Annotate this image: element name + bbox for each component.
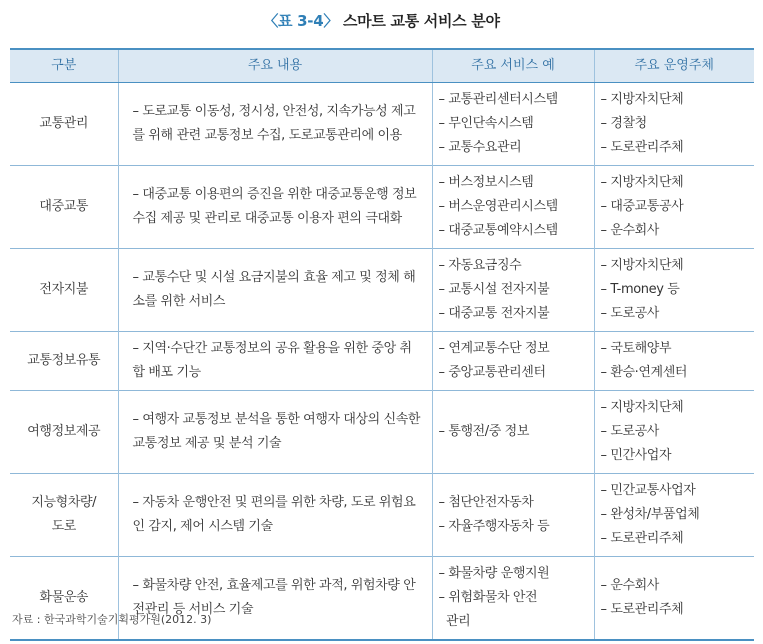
row-operators [594, 249, 754, 332]
service-item: – 교통수요관리 [438, 140, 522, 155]
smart-traffic-table [10, 48, 754, 641]
service-item: – 연계교통수단 정보 [438, 341, 550, 356]
row-content-text: – 대중교통 이용편의 증진을 위한 대중교통운행 정보 수집 제공 및 관리로 대중교통 이용자 편의 극대화 [132, 187, 417, 226]
header-category: 구분 [10, 49, 118, 83]
row-operators [594, 391, 754, 474]
operator-item: – 지방자치단체 [600, 92, 684, 107]
row-operators [594, 166, 754, 249]
services-list [439, 337, 588, 385]
services-list [439, 171, 588, 243]
row-category: 전자지불 [10, 249, 118, 332]
operator-item: – 대중교통공사 [600, 199, 684, 214]
row-content-text: – 도로교통 이동성, 정시성, 안전성, 지속가능성 제고를 위해 관련 교통정보 수집, 도로교통관리에 이용 [132, 104, 416, 143]
operators-list [601, 574, 749, 622]
operator-item: – 지방자치단체 [600, 400, 684, 415]
operators-list [601, 396, 749, 468]
header-row [10, 49, 754, 83]
row-services [432, 166, 594, 249]
row-category: 지능형차량/ 도로 [10, 474, 118, 557]
service-item: – 자동요금징수 [438, 258, 522, 273]
row-operators [594, 83, 754, 166]
service-item: – 첨단안전자동차 [438, 495, 534, 510]
table-row [10, 557, 754, 641]
operator-item: – 지방자치단체 [600, 258, 684, 273]
table-number: 〈표 3-4〉 [263, 12, 339, 30]
row-category: 교통관리 [10, 83, 118, 166]
header-content: 주요 내용 [118, 49, 432, 83]
row-operators [594, 332, 754, 391]
row-content [118, 474, 432, 557]
row-services [432, 474, 594, 557]
operator-item: – 도로공사 [600, 424, 659, 439]
operator-item: – 민간사업자 [600, 448, 672, 463]
service-item: – 대중교통 전자지불 [438, 306, 550, 321]
operators-list [601, 254, 749, 326]
row-content-text: – 교통수단 및 시설 요금지불의 효율 제고 및 정체 해소를 위한 서비스 [132, 270, 416, 309]
row-content [118, 391, 432, 474]
table-row [10, 474, 754, 557]
operators-list [601, 171, 749, 243]
row-content [118, 332, 432, 391]
service-item: – 교통관리센터시스템 [438, 92, 558, 107]
service-item: – 교통시설 전자지불 [438, 282, 550, 297]
operator-item: – 완성차/부품업체 [600, 507, 700, 522]
row-operators [594, 474, 754, 557]
operator-item: – 운수회사 [600, 223, 659, 238]
operators-list [601, 88, 749, 160]
service-item: – 위험화물차 안전 관리 [438, 590, 538, 629]
service-item: – 버스정보시스템 [438, 175, 534, 190]
operator-item: – 지방자치단체 [600, 175, 684, 190]
service-item: – 버스운영관리시스템 [438, 199, 558, 214]
operator-item: – 경찰청 [600, 116, 647, 131]
operator-item: – 환승·연계센터 [600, 365, 688, 380]
services-list [439, 562, 588, 634]
row-category: 화물운송 [10, 557, 118, 641]
row-services [432, 332, 594, 391]
table-title-text: 스마트 교통 서비스 분야 [342, 12, 500, 30]
row-category: 교통정보유통 [10, 332, 118, 391]
table-row [10, 332, 754, 391]
operator-item: – 국토해양부 [600, 341, 672, 356]
operators-list [601, 337, 749, 385]
row-services [432, 557, 594, 641]
operators-list [601, 479, 749, 551]
row-content [118, 249, 432, 332]
header-operators: 주요 운영주체 [594, 49, 754, 83]
service-item: – 화물차량 운행지원 [438, 566, 550, 581]
table-row [10, 249, 754, 332]
row-content [118, 83, 432, 166]
row-content [118, 557, 432, 641]
row-content-text: – 화물차량 안전, 효율제고를 위한 과적, 위험차량 안전관리 등 서비스 기술 [132, 578, 416, 617]
table-title [0, 10, 763, 31]
row-content-text: – 지역·수단간 교통정보의 공유 활용을 위한 중앙 취합 배포 기능 [132, 341, 412, 380]
source-note: 자료 : 한국과학기술기획평가원(2012. 3) [12, 613, 212, 626]
row-operators [594, 557, 754, 641]
row-content [118, 166, 432, 249]
row-services [432, 391, 594, 474]
row-services [432, 83, 594, 166]
row-category: 대중교통 [10, 166, 118, 249]
row-content-text: – 자동차 운행안전 및 편의를 위한 차량, 도로 위험요인 감지, 제어 시스템 기술 [132, 495, 416, 534]
operator-item: – 운수회사 [600, 578, 659, 593]
services-list [439, 420, 588, 444]
operator-item: – 도로관리주체 [600, 531, 684, 546]
table-row [10, 83, 754, 166]
service-item: – 중앙교통관리센터 [438, 365, 546, 380]
operator-item: – 도로관리주체 [600, 140, 684, 155]
row-content-text: – 여행자 교통정보 분석을 통한 여행자 대상의 신속한 교통정보 제공 및 분석 기술 [132, 412, 421, 451]
service-item: – 대중교통예약시스템 [438, 223, 558, 238]
operator-item: – 도로공사 [600, 306, 659, 321]
operator-item: – 도로관리주체 [600, 602, 684, 617]
header-services: 주요 서비스 예 [432, 49, 594, 83]
operator-item: – 민간교통사업자 [600, 483, 696, 498]
services-list [439, 491, 588, 539]
services-list [439, 254, 588, 326]
service-item: – 자율주행자동차 등 [438, 519, 550, 534]
services-list [439, 88, 588, 160]
service-item: – 통행전/중 정보 [438, 424, 529, 439]
operator-item: – T-money 등 [600, 282, 680, 297]
row-category: 여행정보제공 [10, 391, 118, 474]
table-row [10, 391, 754, 474]
row-services [432, 249, 594, 332]
table-row [10, 166, 754, 249]
service-item: – 무인단속시스템 [438, 116, 534, 131]
